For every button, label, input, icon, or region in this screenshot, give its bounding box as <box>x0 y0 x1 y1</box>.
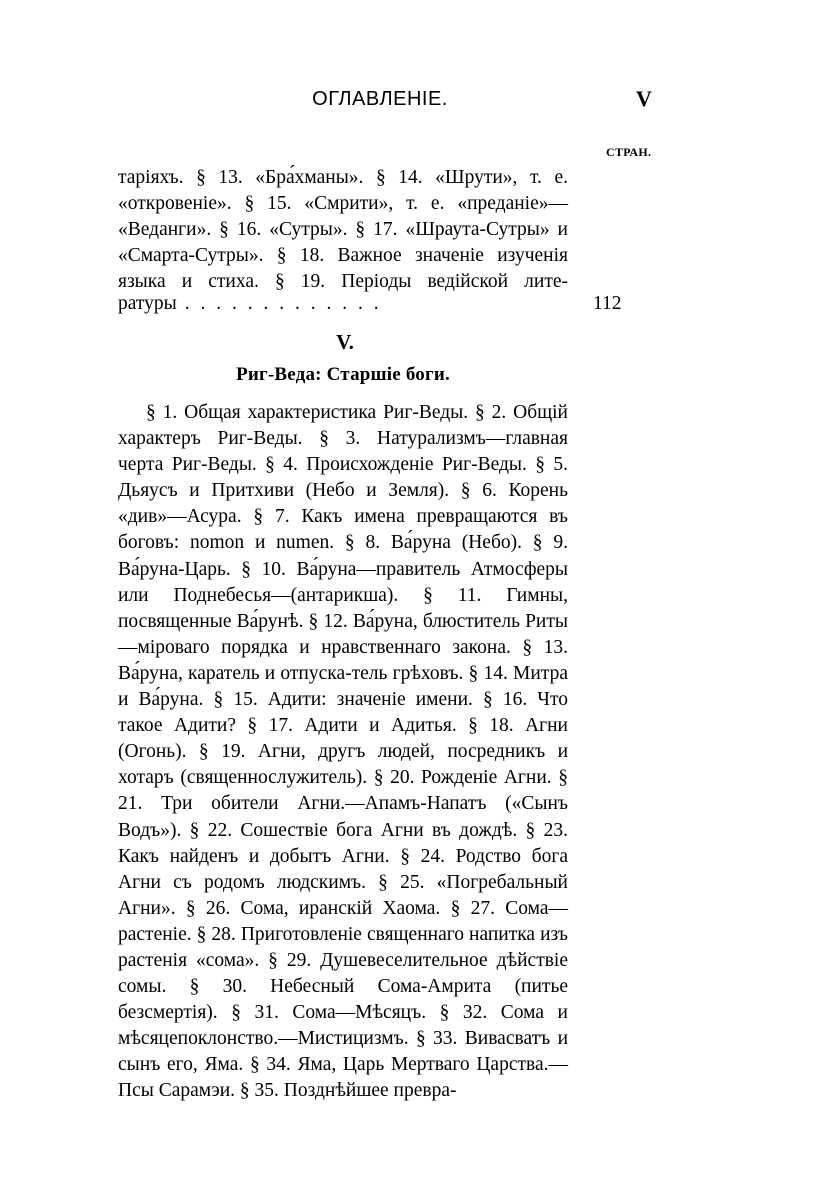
previous-entry-page-ref: 112 <box>593 293 622 314</box>
page-number: V <box>636 86 652 111</box>
previous-entry-last-line <box>118 291 568 317</box>
previous-entry-text: таріяхъ. § 13. «Бра́хманы». § 14. «Шрути», т. е. «откровеніе». § 15. «Смрити», т. е. «преданіе»— «Веданги». § 16. «Сутры». § 17. «Шраута-Сутры» и «Смарта-Сутры». § 18. Важное значеніе изученія языка и стиха. § 19. Періоды ведійской лите- <box>118 167 568 292</box>
chapter-number: V. <box>336 330 354 354</box>
page-column-label: СТРАН. <box>606 145 652 159</box>
chapter-title: Риг-Веда: Старшіе боги. <box>236 364 450 385</box>
chapter-contents-text: § 1. Общая характеристика Риг-Веды. § 2. Общій характеръ Риг-Веды. § 3. Натурализмъ—главная черта Риг-Веды. § 4. Происхожденіе Риг-Веды. § 5. Дьяусъ и Притхиви (Небо и Земля). § 6. Корень «див»—Асура. § 7. Какъ имена превращаются въ боговъ: nomon и numen. § 8. Ва́руна (Небо). § 9. Ва́руна-Царь. § 10. Ва́руна—правитель Атмосферы или Поднебесья—(антарикша). § 11. Гимны, посвященные Ва́рунѣ. § 12. Ва́руна, блюститель Риты—міроваго порядка и нравственнаго закона. § 13. Ва́руна, каратель и отпуска-тель грѣховъ. § 14. Митра и Ва́руна. § 15. Адити: значеніе имени. § 16. Что такое Адити? § 17. Адити и Адитья. § 18. Агни (Огонь). § 19. Агни, другъ людей, посредникъ и хотаръ (священнослужитель). § 20. Рожденіе Агни. § 21. Три обители Агни.—Апамъ-Напатъ («Сынъ Водъ»). § 22. Сошествіе бога Агни въ дождѣ. § 23. Какъ найденъ и добытъ Агни. § 24. Родство бога Агни съ родомъ людскимъ. § 25. «Погребальный Агни». § 26. Сома, иранскій Хаома. § 27. Сома—растеніе. § 28. Приготовленіе священнаго напитка изъ растенія «сома». § 29. Душевеселительное дѣйствіе сомы. § 30. Небесный Сома-Амрита (питье безсмертія). § 31. Сома—Мѣсяцъ. § 32. Сома и мѣсяцепоклонство.—Мистицизмъ. § 33. Вивасватъ и сынъ его, Яма. § 34. Яма, Царь Мертваго Царства.—Псы Сарамэи. § 35. Позднѣйшее превра- <box>118 402 568 1102</box>
running-title: ОГЛАВЛЕНІЕ. <box>312 88 448 110</box>
previous-entry-last-word: ратуры <box>118 293 177 314</box>
dot-leader: . . . . . . . . . . . . . <box>184 293 382 314</box>
